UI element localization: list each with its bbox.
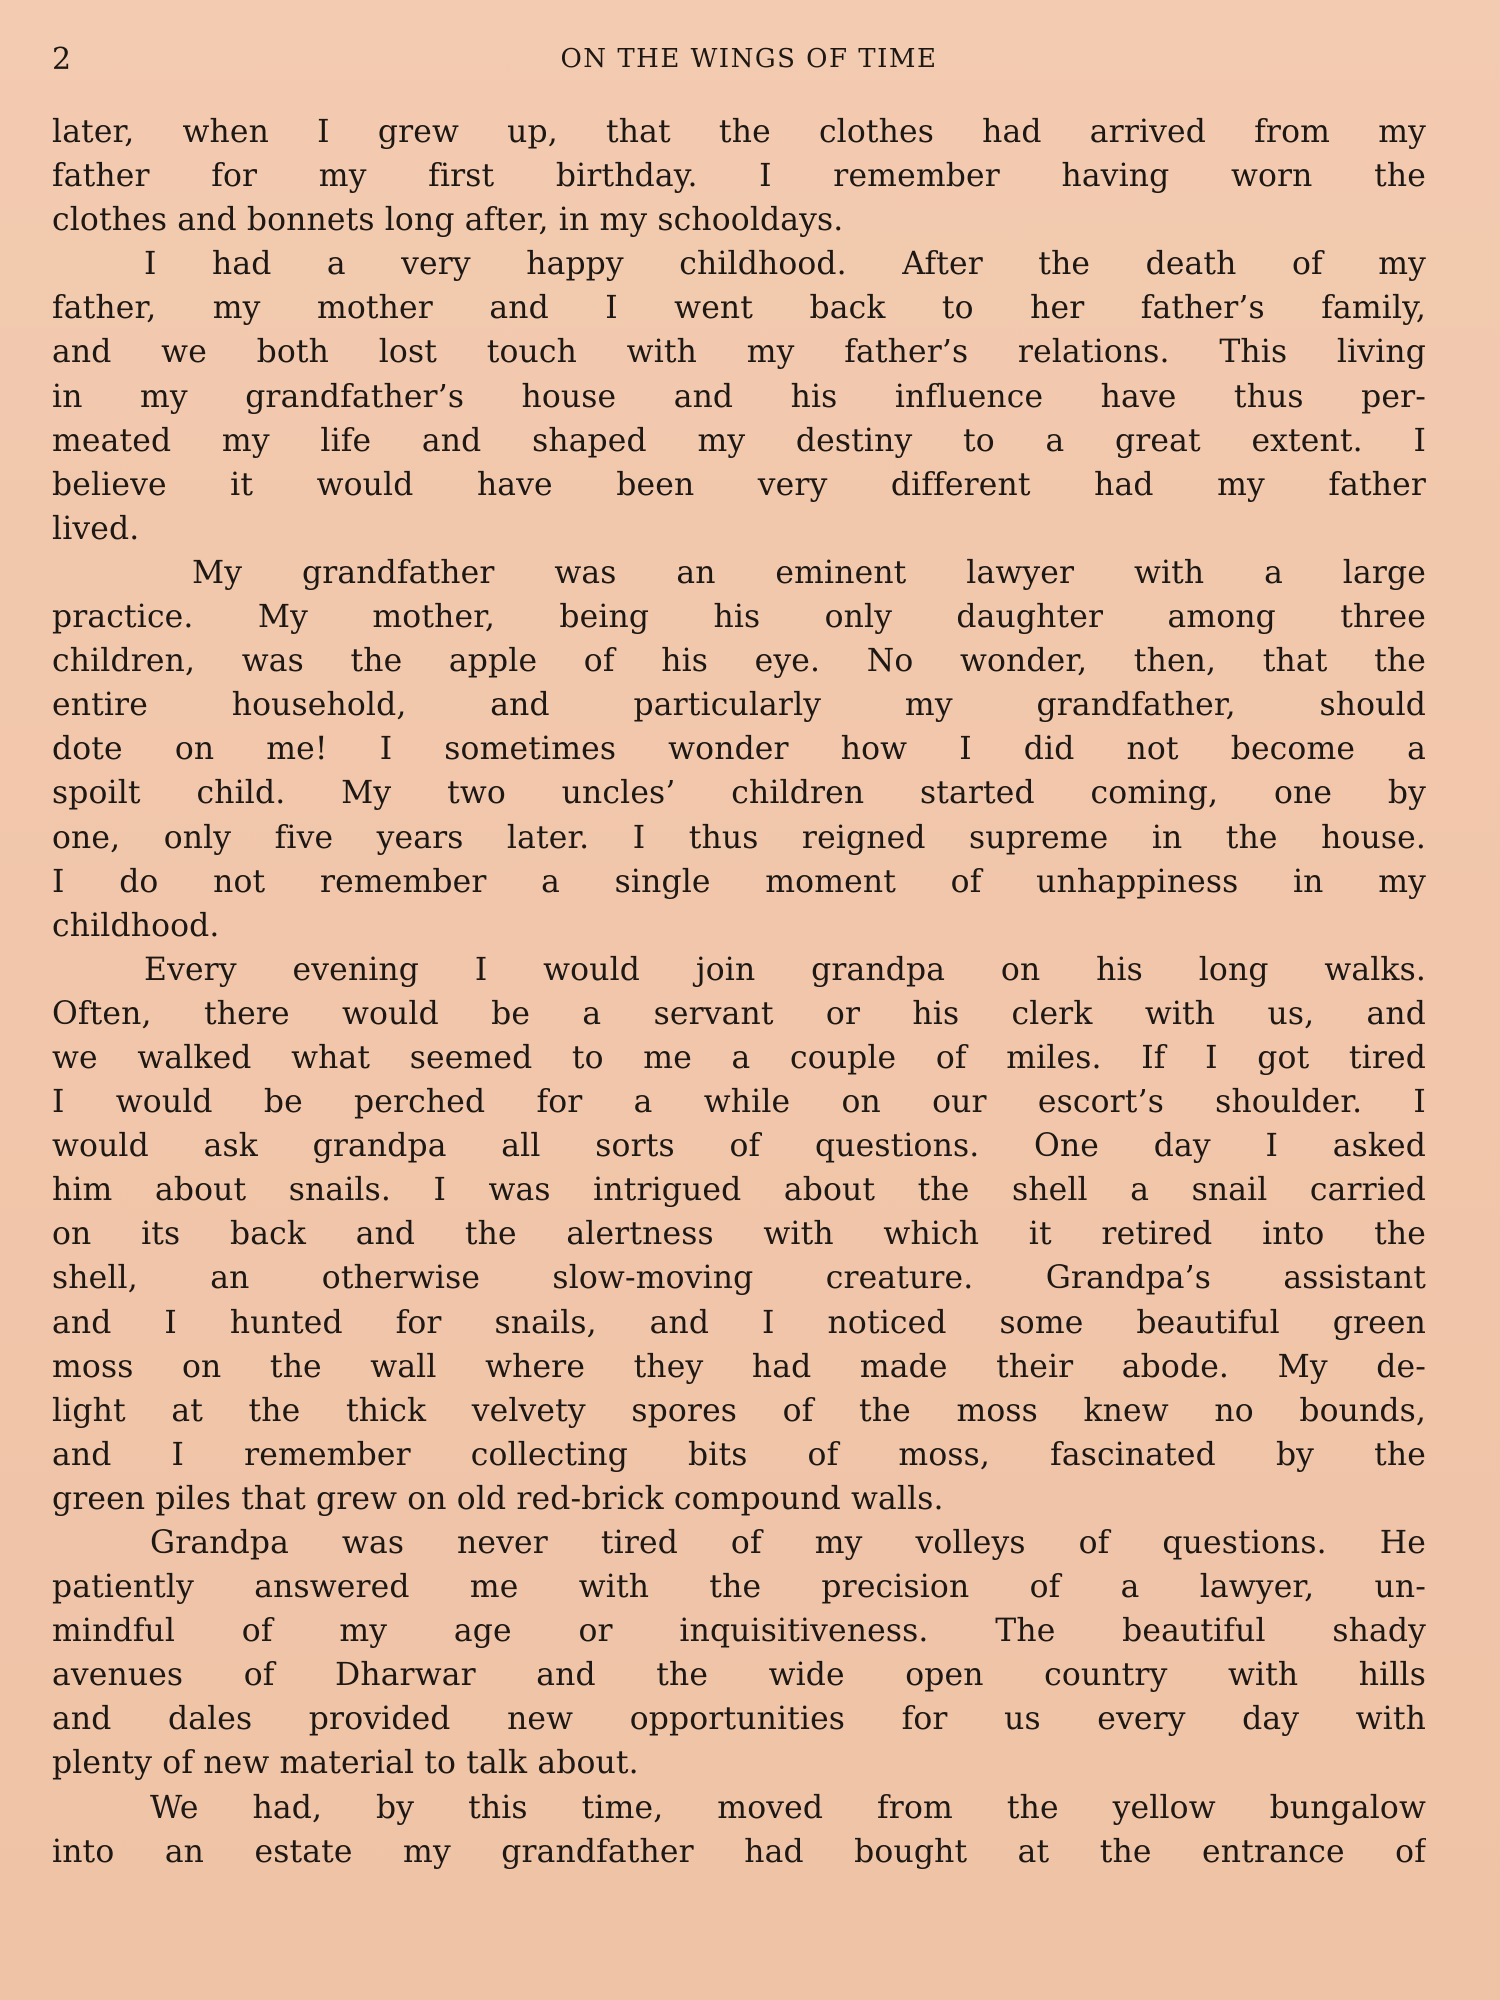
- text-line: and I remember collecting bits of moss, fascinated by the: [52, 1436, 1426, 1473]
- text-line: and dales provided new opportunities for us every day with: [52, 1701, 1426, 1738]
- text-line: children, was the apple of his eye. No wonder, then, that the: [52, 643, 1426, 680]
- text-line: and I hunted for snails, and I noticed some beautiful green: [52, 1304, 1426, 1341]
- text-line: in my grandfather’s house and his influence have thus per-: [52, 378, 1426, 415]
- text-line: Often, there would be a servant or his clerk with us, and: [52, 995, 1426, 1032]
- text-line: childhood.: [52, 907, 220, 944]
- text-line: light at the thick velvety spores of the moss knew no bounds,: [52, 1392, 1426, 1429]
- text-line: plenty of new material to talk about.: [52, 1745, 639, 1782]
- text-line: into an estate my grandfather had bought at the entrance of: [52, 1833, 1426, 1870]
- text-line: mindful of my age or inquisitiveness. The beautiful shady: [52, 1613, 1426, 1650]
- text-line: clothes and bonnets long after, in my schooldays.: [52, 202, 844, 239]
- text-line: one, only five years later. I thus reigned supreme in the house.: [52, 819, 1426, 856]
- text-line: lived.: [52, 510, 140, 547]
- page-number: 2: [52, 42, 73, 77]
- text-line: I do not remember a single moment of unhappiness in my: [52, 863, 1426, 900]
- book-title: ON THE WINGS OF TIME: [560, 44, 938, 74]
- text-line: avenues of Dharwar and the wide open country with hills: [52, 1657, 1426, 1694]
- text-line: we walked what seemed to me a couple of miles. If I got tired: [52, 1039, 1426, 1076]
- text-line: father for my first birthday. I remember having worn the: [52, 158, 1426, 195]
- text-line: My grandfather was an eminent lawyer with a large: [192, 554, 1426, 591]
- text-line: Grandpa was never tired of my volleys of questions. He: [150, 1525, 1426, 1561]
- text-line: I had a very happy childhood. After the death of my: [144, 246, 1426, 283]
- text-line: We had, by this time, moved from the yellow bungalow: [150, 1789, 1426, 1826]
- paragraph-5: [52, 1521, 1426, 1786]
- text-line: moss on the wall where they had made their abode. My de-: [52, 1348, 1426, 1385]
- paragraph-4: [52, 948, 1426, 1521]
- text-line: I would be perched for a while on our escort’s shoulder. I: [52, 1084, 1426, 1121]
- text-line: dote on me! I sometimes wonder how I did not become a: [52, 731, 1426, 768]
- text-line: on its back and the alertness with which it retired into the: [52, 1216, 1426, 1253]
- text-line: would ask grandpa all sorts of questions. One day I asked: [52, 1128, 1426, 1165]
- text-line: and we both lost touch with my father’s relations. This living: [52, 334, 1426, 371]
- text-line: spoilt child. My two uncles’ children started coming, one by: [52, 775, 1426, 812]
- text-line: him about snails. I was intrigued about the shell a snail carried: [52, 1172, 1426, 1209]
- paragraph-1: [52, 110, 1426, 242]
- text-line: practice. My mother, being his only daughter among three: [52, 599, 1426, 636]
- running-head: [52, 38, 1426, 82]
- text-line: later, when I grew up, that the clothes had arrived from my: [52, 114, 1426, 150]
- text-line: Every evening I would join grandpa on his long walks.: [144, 951, 1426, 988]
- paragraph-3: [52, 551, 1426, 948]
- text-line: meated my life and shaped my destiny to a great extent. I: [52, 422, 1426, 459]
- text-line: patiently answered me with the precision of a lawyer, un-: [52, 1569, 1426, 1606]
- paragraph-2: [52, 242, 1426, 551]
- paragraph-6: [52, 1786, 1426, 1874]
- body-text: [52, 110, 1426, 1874]
- text-line: father, my mother and I went back to her father’s family,: [52, 290, 1426, 327]
- text-line: green piles that grew on old red-brick compound walls.: [52, 1480, 944, 1517]
- text-line: believe it would have been very different had my father: [52, 466, 1426, 503]
- text-line: shell, an otherwise slow-moving creature. Grandpa’s assistant: [52, 1260, 1426, 1297]
- text-line: entire household, and particularly my grandfather, should: [52, 687, 1426, 724]
